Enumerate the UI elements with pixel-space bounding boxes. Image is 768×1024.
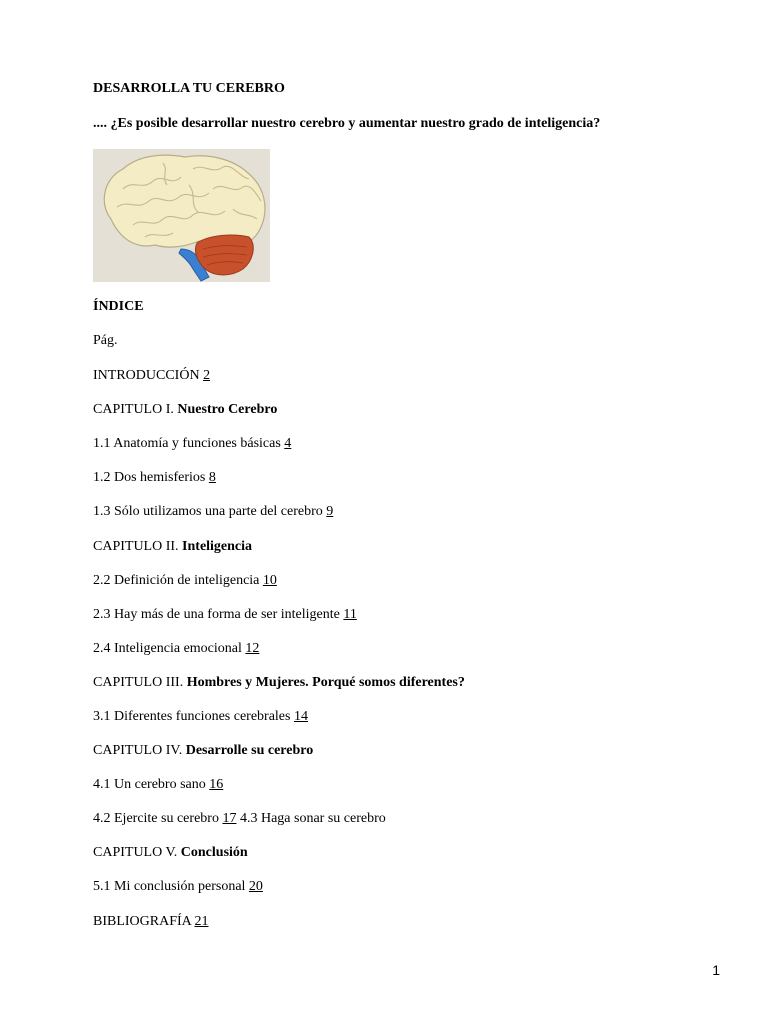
toc-entry-4-1 — [93, 776, 223, 794]
toc-chapter-3 — [93, 674, 465, 692]
document-title: DESARROLLA TU CEREBRO — [93, 81, 285, 96]
toc-chapter-2 — [93, 538, 252, 556]
toc-entry-label: 4.2 Ejercite su cerebro — [93, 811, 223, 826]
chapter-prefix: CAPITULO I. — [93, 402, 178, 417]
toc-page-link[interactable]: 8 — [208, 470, 216, 485]
toc-entry-1-1 — [93, 435, 291, 453]
toc-entry-5-1 — [93, 878, 263, 896]
toc-entry-label: 4.1 Un cerebro sano — [93, 777, 210, 792]
toc-page-link[interactable]: 2 — [203, 368, 211, 383]
toc-entry-2-2 — [93, 572, 277, 590]
toc-entry-label: 1.1 Anatomía y funciones básicas — [93, 436, 285, 451]
toc-entry-label: 2.3 Hay más de una forma de ser inteligente — [93, 607, 344, 622]
toc-entry-label: 3.1 Diferentes funciones cerebrales — [93, 709, 294, 724]
toc-page-link[interactable]: 16 — [209, 777, 224, 792]
chapter-title: Hombres y Mujeres. Porqué somos diferentes? — [186, 675, 465, 690]
toc-entry-bibliografia — [93, 913, 209, 931]
chapter-prefix: CAPITULO V. — [93, 845, 181, 860]
footer-page-number: 1 — [712, 962, 720, 978]
chapter-title: Nuestro Cerebro — [177, 402, 278, 417]
toc-entry-introduccion — [93, 367, 210, 385]
brain-icon — [93, 149, 270, 282]
toc-page-link[interactable]: 14 — [293, 709, 308, 724]
toc-entry-label: INTRODUCCIÓN — [93, 368, 204, 383]
toc-chapter-4 — [93, 742, 313, 760]
toc-entry-label: BIBLIOGRAFÍA — [93, 914, 195, 929]
brain-illustration — [93, 149, 270, 282]
page-column-label: Pág. — [93, 333, 118, 348]
toc-entry-4-2 — [93, 810, 386, 828]
chapter-prefix: CAPITULO IV. — [93, 743, 186, 758]
chapter-prefix: CAPITULO III. — [93, 675, 187, 690]
toc-entry-1-2 — [93, 469, 216, 487]
toc-page-link[interactable]: 20 — [248, 879, 263, 894]
toc-page-link[interactable]: 17 — [222, 811, 237, 826]
toc-entry-1-3 — [93, 503, 333, 521]
chapter-prefix: CAPITULO II. — [93, 539, 183, 554]
toc-entry-label: 1.3 Sólo utilizamos una parte del cerebro — [93, 504, 327, 519]
toc-entry-label: 2.4 Inteligencia emocional — [93, 641, 246, 656]
toc-page-link[interactable]: 10 — [262, 573, 277, 588]
toc-entry-3-1 — [93, 708, 308, 726]
toc-page-link[interactable]: 11 — [343, 607, 357, 622]
toc-chapter-5 — [93, 844, 248, 862]
toc-page-link[interactable]: 21 — [194, 914, 209, 929]
toc-entry-label-4-3: 4.3 Haga sonar su cerebro — [236, 811, 386, 826]
toc-entry-2-3 — [93, 606, 357, 624]
chapter-title: Desarrolle su cerebro — [185, 743, 314, 758]
toc-entry-label: 5.1 Mi conclusión personal — [93, 879, 249, 894]
toc-page-link[interactable]: 4 — [284, 436, 292, 451]
chapter-title: Conclusión — [180, 845, 248, 860]
toc-page-link[interactable]: 12 — [245, 641, 260, 656]
chapter-title: Inteligencia — [182, 539, 253, 554]
toc-chapter-1 — [93, 401, 277, 419]
index-heading: ÍNDICE — [93, 299, 144, 314]
toc-entry-2-4 — [93, 640, 259, 658]
toc-entry-label: 2.2 Definición de inteligencia — [93, 573, 263, 588]
toc-entry-label: 1.2 Dos hemisferios — [93, 470, 209, 485]
toc-page-link[interactable]: 9 — [326, 504, 334, 519]
document-question: .... ¿Es posible desarrollar nuestro cerebro y aumentar nuestro grado de inteligencia? — [93, 116, 601, 131]
